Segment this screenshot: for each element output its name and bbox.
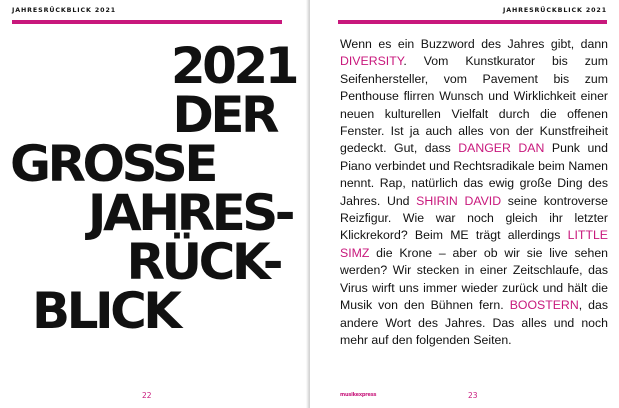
- intro-text-segment: , das andere Wort des Jahres. Das alles und noch mehr auf den folgenden Seiten.: [340, 298, 608, 347]
- intro-text: [340, 36, 608, 349]
- running-head-left: JAHRESRÜCKBLICK 2021: [12, 7, 117, 14]
- headline-line-1: 2021: [170, 37, 296, 95]
- intro-text-segment: . Vom Kunstkurator bis zum Seifenhersteller, vom Pavement bis zum Penthouse flirren Wunsch und Wirklichkeit einer neuen kulturellen Vielfalt durch die offenen Fenster. Ist ja auch alles von der Kunstfreiheit gedeckt. Gut, dass: [340, 54, 608, 156]
- headline-line-5: RÜCK-: [126, 233, 280, 291]
- header-rule-right: [338, 20, 607, 24]
- intro-text-segment: die Krone – aber ob wir sie live sehen werden? Wir stecken in einer Zeitschlaufe, das Virus wirft uns immer wieder zurück und hält die Musik von den Bühnen fern.: [340, 245, 608, 313]
- intro-text-segment: seine kontroverse Reizfigur. Wie war noch gleich ihr letzter Klickrekord? Beim ME trägt allerdings: [340, 193, 608, 243]
- headline-line-6: BLICK: [32, 282, 179, 340]
- headline-line-4: JAHRES-: [87, 184, 292, 242]
- left-page: [0, 0, 309, 408]
- highlight-diversity: DIVERSITY: [340, 54, 404, 69]
- highlight-shirin-david: SHIRIN DAVID: [416, 193, 502, 208]
- headline-line-3: GROSSE: [10, 135, 215, 193]
- right-page: [310, 0, 619, 408]
- headline: [2, 37, 302, 340]
- highlight-boostern: BOOSTERN: [509, 298, 579, 313]
- page-number-left: 22: [142, 391, 152, 400]
- magazine-brand: musikexpress: [340, 392, 377, 398]
- headline-line-2: DER: [172, 86, 276, 144]
- page-number-right: 23: [468, 391, 478, 400]
- highlight-danger-dan: DANGER DAN: [458, 141, 545, 156]
- intro-text-segment: Punk und Piano verbindet und Rechtsradikale beim Namen nennt. Rap, natürlich das ewig große Ding des Jahres. Und: [340, 141, 608, 208]
- intro-text-segment: Wenn es ein Buzzword des Jahres gibt, dann: [340, 37, 608, 51]
- header-rule-left: [12, 20, 282, 24]
- highlight-little-simz: LITTLE SIMZ: [340, 228, 608, 260]
- running-head-right: JAHRESRÜCKBLICK 2021: [502, 7, 607, 14]
